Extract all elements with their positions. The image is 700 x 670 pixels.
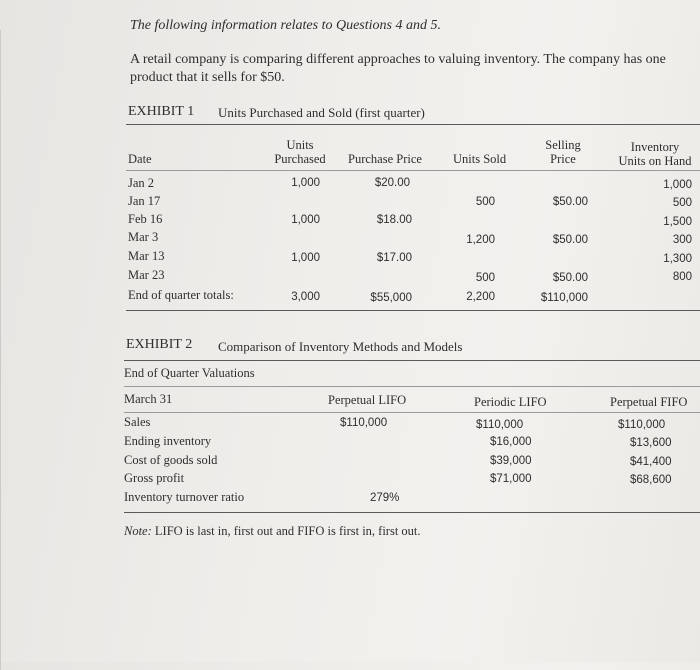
exhibit2-title: Comparison of Inventory Methods and Models bbox=[218, 339, 463, 354]
exhibit1-header-rule bbox=[126, 170, 700, 171]
exhibit2-header-rule bbox=[124, 412, 700, 413]
page-edge bbox=[0, 30, 1, 670]
exhibit2-label: EXHIBIT 2 bbox=[126, 337, 193, 352]
column-periodic-lifo: Periodic LIFO bbox=[474, 395, 547, 409]
exhibit2-top-rule bbox=[124, 360, 700, 361]
exhibit1-bottom-rule bbox=[126, 310, 700, 311]
intro-text: The following information relates to Questions 4 and 5. bbox=[130, 18, 441, 33]
problem-paragraph: A retail company is comparing different approaches to valuing inventory. The company has one product that it sells for $50. bbox=[130, 52, 666, 85]
column-perpetual-fifo: Perpetual FIFO bbox=[610, 395, 688, 409]
exhibit1-label: EXHIBIT 1 bbox=[128, 104, 195, 119]
header-selling-price: Selling Price bbox=[545, 138, 581, 166]
column-perpetual-lifo: Perpetual LIFO bbox=[328, 393, 407, 407]
exhibit1-top-rule bbox=[126, 124, 700, 125]
exhibit1-title: Units Purchased and Sold (first quarter) bbox=[218, 105, 425, 120]
exhibit2-subtitle-rule bbox=[124, 386, 700, 387]
exhibit2-date-label: March 31 bbox=[124, 392, 173, 406]
header-units-sold: Units Sold bbox=[453, 152, 507, 166]
exhibit2-subtitle: End of Quarter Valuations bbox=[124, 366, 255, 380]
exhibit2-bottom-rule bbox=[124, 512, 700, 513]
header-purchase-price: Purchase Price bbox=[348, 152, 422, 166]
header-units-purchased: Units Purchased bbox=[274, 138, 326, 166]
header-inventory: Inventory Units on Hand bbox=[618, 140, 692, 168]
header-date: Date bbox=[128, 152, 152, 166]
exhibit2-note: Note: LIFO is last in, first out and FIFO is first in, first out. bbox=[124, 524, 421, 538]
